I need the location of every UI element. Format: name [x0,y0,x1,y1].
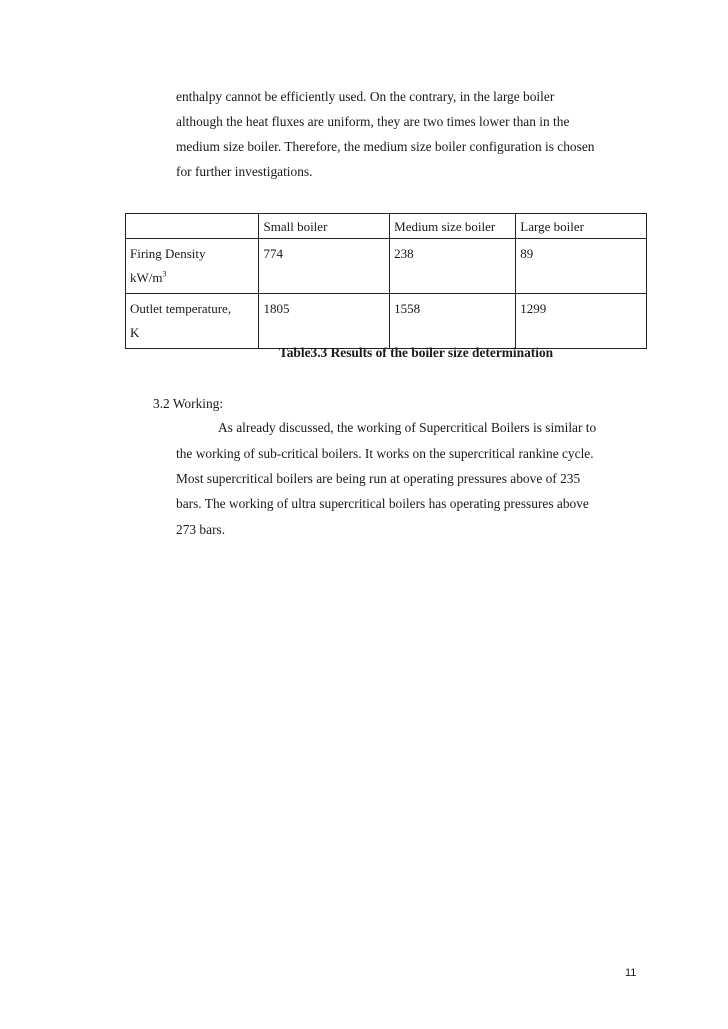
table-cell: 1299 [516,294,647,349]
paragraph-line: the working of sub-critical boilers. It works on the supercritical rankine cycle. [176,446,594,461]
row-unit-base: K [130,325,140,340]
page-number: 11 [625,967,637,979]
row-label-cell [126,294,259,349]
table-header-cell [126,214,259,239]
paragraph-line: enthalpy cannot be efficiently used. On the contrary, in the large boiler [176,89,555,104]
row-unit [130,266,254,290]
paragraph-line: 273 bars. [176,522,226,537]
table-row [126,239,647,294]
table-cell: 1558 [390,294,516,349]
paragraph-line: for further investigations. [176,164,313,179]
row-unit-base: kW/m [130,270,163,285]
table-header-row [126,214,647,239]
boiler-results-table [125,213,647,349]
table-cell: 774 [259,239,390,294]
paragraph-line: medium size boiler. Therefore, the medium size boiler configuration is chosen [176,139,595,154]
paragraph-line: As already discussed, the working of Supercritical Boilers is similar to [218,420,597,435]
row-unit-sup: 3 [162,269,167,279]
table-header-cell: Large boiler [516,214,647,239]
row-label: Firing Density [130,246,206,261]
table-caption: Table3.3 Results of the boiler size determination [279,345,554,360]
paragraph-line: although the heat fluxes are uniform, they are two times lower than in the [176,114,570,129]
table-cell: 238 [390,239,516,294]
row-label: Outlet temperature, [130,301,232,316]
table-header-cell: Small boiler [259,214,390,239]
paragraph-line: Most supercritical boilers are being run at operating pressures above of 235 [176,471,581,486]
row-label-cell [126,239,259,294]
table-header-cell: Medium size boiler [390,214,516,239]
paragraph-line: bars. The working of ultra supercritical boilers has operating pressures above [176,496,589,511]
table-row [126,294,647,349]
row-unit [130,321,254,345]
table-cell: 89 [516,239,647,294]
table-cell: 1805 [259,294,390,349]
section-heading: 3.2 Working: [153,396,224,411]
